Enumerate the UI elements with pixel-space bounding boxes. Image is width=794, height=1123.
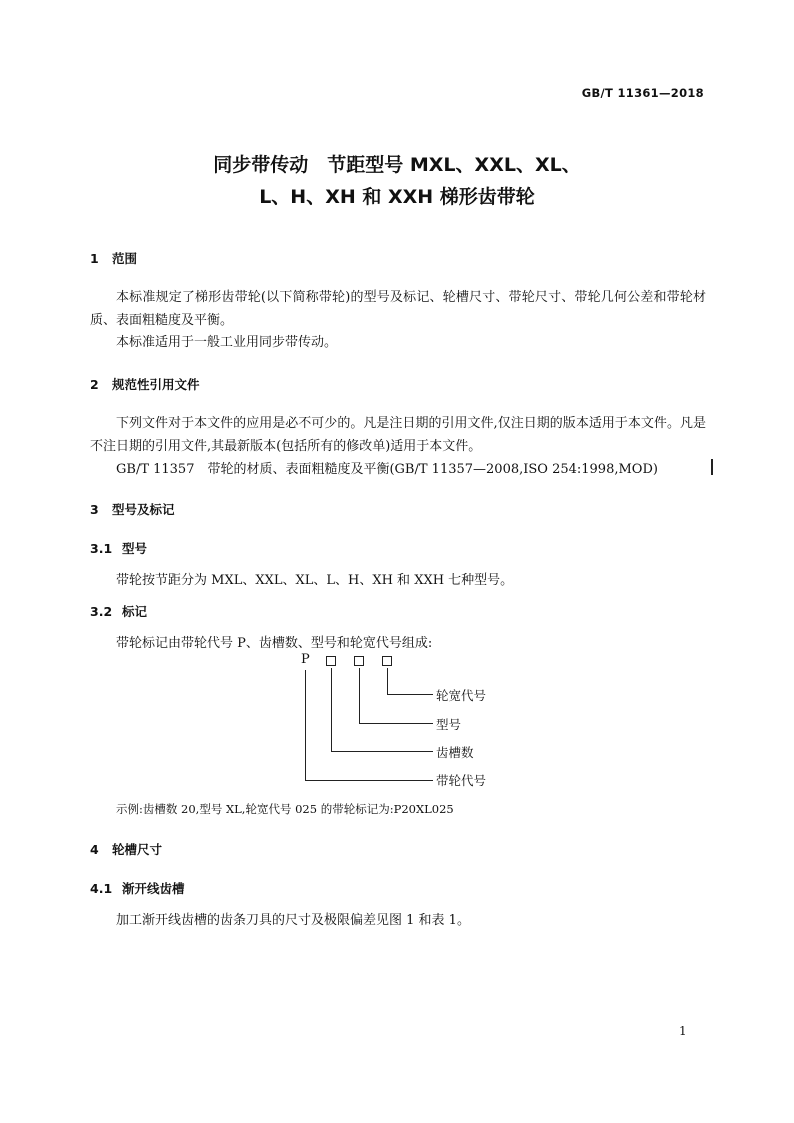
section-number: 1 (90, 251, 99, 266)
section-number: 3.1 (90, 541, 113, 556)
type-box (354, 656, 364, 666)
connector-line (305, 670, 306, 780)
section-4-1-paragraph: 加工渐开线齿槽的齿条刀具的尺寸及极限偏差见图 1 和表 1。 (116, 913, 470, 928)
section-title: 渐开线齿槽 (122, 881, 185, 896)
tooth-count-box (326, 656, 336, 666)
section-4-heading (90, 840, 162, 858)
section-4-1-heading (90, 879, 185, 897)
section-3-1-heading (90, 539, 147, 557)
p-letter: P (301, 652, 310, 667)
label-pulley-code: 带轮代号 (436, 773, 487, 788)
connector-line (331, 668, 332, 751)
page-number: 1 (679, 1024, 687, 1038)
section-number: 4 (90, 842, 99, 857)
example-note: 示例:齿槽数 20,型号 XL,轮宽代号 025 的带轮标记为:P20XL025 (116, 802, 454, 816)
section-3-2-paragraph: 带轮标记由带轮代号 P、齿槽数、型号和轮宽代号组成: (116, 636, 433, 651)
label-type: 型号 (436, 717, 462, 732)
section-title: 标记 (122, 604, 148, 619)
connector-line (359, 668, 360, 723)
connector-line (305, 780, 433, 781)
connector-line (387, 694, 433, 695)
section-number: 2 (90, 377, 99, 392)
section-title: 轮槽尺寸 (112, 842, 163, 857)
title-line-2: L、H、XH 和 XXH 梯形齿带轮 (259, 186, 535, 208)
label-tooth-count: 齿槽数 (436, 745, 474, 760)
section-number: 4.1 (90, 881, 113, 896)
connector-line (359, 723, 433, 724)
change-bar (711, 459, 713, 475)
standard-code: GB/T 11361—2018 (581, 86, 704, 100)
section-3-2-heading (90, 602, 147, 620)
section-1-paragraph-1: 本标准规定了梯形齿带轮(以下简称带轮)的型号及标记、轮槽尺寸、带轮尺寸、带轮几何公差和带轮材质、表面粗糙度及平衡。 (90, 290, 706, 328)
section-title: 型号及标记 (112, 502, 175, 517)
title-line-1: 同步带传动 节距型号 MXL、XXL、XL、 (213, 154, 581, 176)
normative-reference: GB/T 11357 带轮的材质、表面粗糙度及平衡(GB/T 11357—2008,ISO 254:1998,MOD) (116, 462, 658, 477)
section-title: 型号 (122, 541, 148, 556)
section-3-heading (90, 500, 175, 518)
section-3-1-paragraph: 带轮按节距分为 MXL、XXL、XL、L、H、XH 和 XXH 七种型号。 (116, 573, 514, 588)
section-1-heading (90, 249, 137, 267)
section-number: 3 (90, 502, 99, 517)
connector-line (387, 668, 388, 694)
section-title: 范围 (112, 251, 138, 266)
label-width-code: 轮宽代号 (436, 688, 487, 703)
width-code-box (382, 656, 392, 666)
section-2-paragraph: 下列文件对于本文件的应用是必不可少的。凡是注日期的引用文件,仅注日期的版本适用于本文件。凡是不注日期的引用文件,其最新版本(包括所有的修改单)适用于本文件。 (90, 416, 706, 454)
connector-line (331, 751, 433, 752)
section-1-paragraph-2: 本标准适用于一般工业用同步带传动。 (116, 335, 338, 350)
section-number: 3.2 (90, 604, 113, 619)
section-title: 规范性引用文件 (112, 377, 200, 392)
section-2-heading (90, 375, 200, 393)
